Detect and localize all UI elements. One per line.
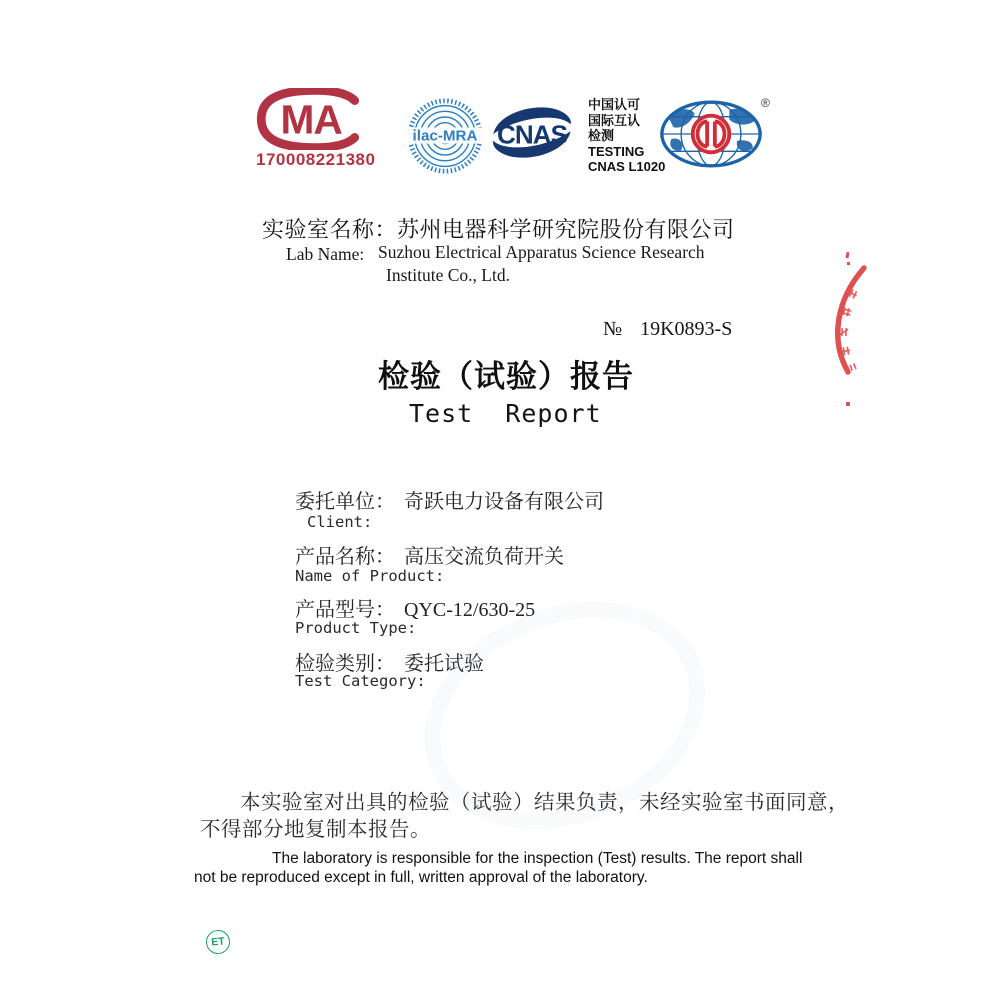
test-category-value: 委托试验 [404,651,484,675]
report-number [603,318,732,341]
disclaimer-en-line1: The laboratory is responsible for the inspection (Test) results. The report shall [272,850,803,867]
report-title-en: Test Report [409,399,602,428]
accreditation-line: TESTING [588,143,645,159]
lab-name-zh-value: 苏州电器科学研究院股份有限公司 [397,217,735,242]
accreditation-text [588,97,665,175]
lab-label-en: Lab Name: [286,244,365,264]
ilac-mra-label: ilac-MRA [412,127,478,145]
accreditation-line: 国际互认 [588,112,641,128]
cma-logo-icon [256,88,374,150]
product-name-value: 高压交流负荷开关 [404,544,564,568]
client-row [295,485,604,514]
disclaimer-zh-line1: 本实验室对出具的检验（试验）结果负责，未经实验室书面同意， [240,790,849,814]
product-type-row [295,593,535,622]
accreditation-line: 检测 [588,128,615,143]
et-circle-mark: ET [205,929,231,955]
lab-name-en-line2: Institute Co., Ltd. [386,265,510,285]
numero-symbol: № [603,318,623,340]
lab-name-zh [262,213,735,244]
lab-name-en-line1: Suzhou Electrical Apparatus Science Research [378,242,705,262]
accreditation-line: 中国认可 [588,97,641,112]
report-title-zh: 检验（试验）报告 [378,359,634,394]
registered-trademark-symbol: ® [761,96,770,110]
cnas-logo-icon [489,104,575,162]
disclaimer-en-line2: not be reproduced except in full, written approval of the laboratory. [194,869,648,886]
cma-letters: MA [280,96,342,143]
product-type-label-en: Product Type: [295,619,417,637]
product-name-row [295,540,564,569]
product-name-label-en: Name of Product: [295,567,445,585]
cnas-label: CNAS [496,119,568,150]
disclaimer-zh-line2: 不得部分地复制本报告。 [200,817,431,841]
client-label-zh: 委托单位： [295,489,395,513]
partial-red-stamp-icon [820,250,880,412]
test-category-label-en: Test Category: [295,672,426,690]
accreditation-line: CNAS L1020 [588,159,666,174]
report-number-value: 19K0893-S [640,318,733,340]
client-label-en: Client: [307,513,373,531]
test-category-label-zh: 检验类别： [295,651,395,675]
cma-license-number: 170008221380 [256,150,376,169]
ilac-mra-logo-icon [407,96,483,176]
product-type-label-zh: 产品型号： [295,597,395,621]
globe-logo-icon [658,98,764,170]
client-value: 奇跃电力设备有限公司 [404,489,604,513]
lab-label-zh: 实验室名称： [262,217,398,242]
product-type-value: QYC-12/630-25 [404,599,536,621]
product-name-label-zh: 产品名称： [295,544,395,568]
